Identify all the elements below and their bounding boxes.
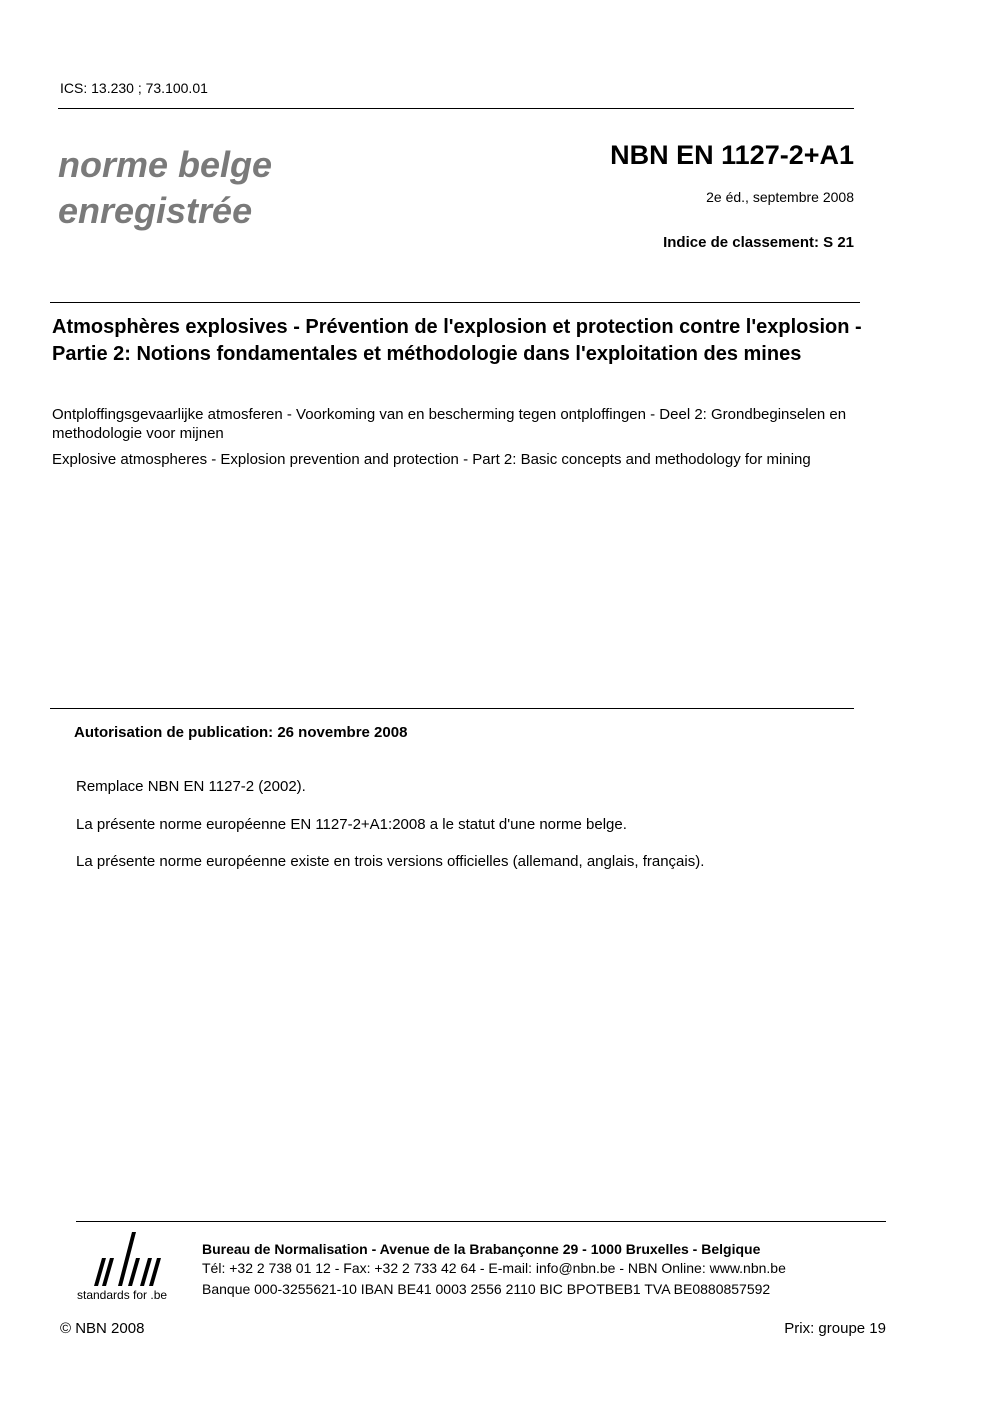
publication-rule — [50, 708, 854, 709]
edition: 2e éd., septembre 2008 — [706, 189, 854, 205]
brand-line-2: enregistrée — [58, 190, 253, 231]
price-group: Prix: groupe 19 — [784, 1320, 886, 1337]
note-versions: La présente norme européenne existe en trois versions officielles (allemand, anglais, français). — [76, 853, 705, 870]
ics-code: ICS: 13.230 ; 73.100.01 — [60, 80, 208, 96]
classification-index: Indice de classement: S 21 — [663, 234, 854, 251]
copyright: © NBN 2008 — [60, 1320, 145, 1337]
footer-contact: Tél: +32 2 738 01 12 - Fax: +32 2 733 42 64 - E-mail: info@nbn.be - NBN Online: www.nbn.be — [202, 1260, 786, 1276]
title-dutch: Ontploffingsgevaarlijke atmosferen - Voorkoming van en bescherming tegen ontploffingen - Deel 2: Grondbeginselen en methodologie voor mijnen — [52, 406, 847, 442]
footer-rule — [76, 1221, 886, 1222]
footer-bank: Banque 000-3255621-10 IBAN BE41 0003 2556 2110 BIC BPOTBEB1 TVA BE0880857592 — [202, 1281, 771, 1297]
note-status: La présente norme européenne EN 1127-2+A1:2008 a le statut d'une norme belge. — [76, 816, 627, 833]
title-rule — [50, 302, 860, 303]
note-replaces: Remplace NBN EN 1127-2 (2002). — [76, 778, 306, 795]
publication-authorization: Autorisation de publication: 26 novembre 2008 — [74, 724, 408, 741]
brand-line-1: norme belge — [58, 144, 273, 185]
footer-address: Bureau de Normalisation - Avenue de la Brabançonne 29 - 1000 Bruxelles - Belgique — [202, 1241, 761, 1257]
title-french: Atmosphères explosives - Prévention de l'explosion et protection contre l'explosion - Partie 2: Notions fondamentales et méthodologie dans l'exploitation des mines — [52, 316, 862, 365]
brand-title — [58, 142, 272, 234]
title-english: Explosive atmospheres - Explosion prevention and protection - Part 2: Basic concepts and methodology for mining — [52, 451, 811, 468]
header-rule — [58, 108, 854, 109]
logo-tagline: standards for .be — [77, 1288, 168, 1302]
standard-number: NBN EN 1127-2+A1 — [610, 140, 854, 170]
